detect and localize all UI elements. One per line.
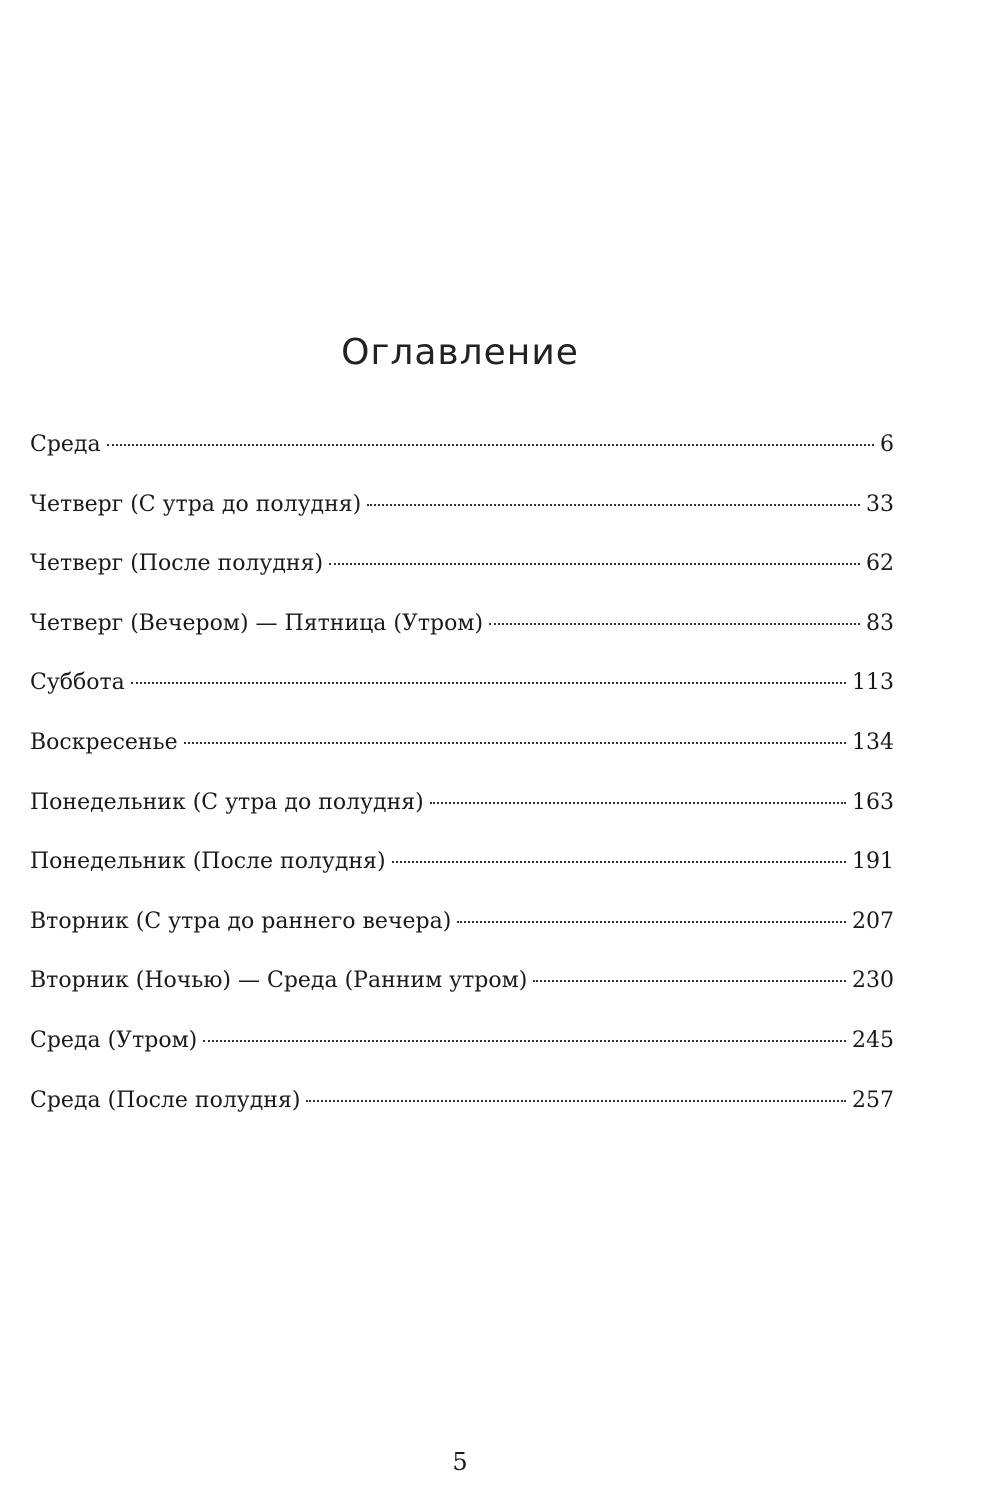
toc-entry <box>30 551 894 611</box>
toc-entry-label: Среда (Утром) <box>30 1027 198 1053</box>
toc-entry <box>30 968 894 1028</box>
toc-entry <box>30 492 894 552</box>
toc-entry-page: 257 <box>852 1087 894 1113</box>
toc-entry-label: Четверг (После полудня) <box>30 551 324 577</box>
toc-entry <box>30 849 894 909</box>
page-number: 5 <box>452 1448 468 1476</box>
dot-leader <box>184 742 846 744</box>
toc-entry-page: 134 <box>852 729 894 755</box>
toc-entry-label: Вторник (С утра до раннего вечера) <box>30 908 452 934</box>
toc-entry-label: Среда <box>30 432 101 457</box>
toc-entry-label: Вторник (Ночью) — Среда (Ранним утром) <box>30 968 528 994</box>
toc-entry-label: Понедельник (С утра до полудня) <box>30 789 424 815</box>
dot-leader <box>367 504 860 506</box>
toc-entry <box>30 432 894 492</box>
toc-entry <box>30 790 894 850</box>
dot-leader <box>107 444 874 446</box>
toc-entry-label: Среда (После полудня) <box>30 1087 301 1113</box>
toc-entry-page: 33 <box>866 491 894 517</box>
dot-leader <box>306 1100 846 1102</box>
dot-leader <box>203 1040 846 1042</box>
toc-entry <box>30 909 894 969</box>
toc-entry <box>30 670 894 730</box>
dot-leader <box>131 682 846 684</box>
toc-entry <box>30 1088 894 1148</box>
toc-entry-label: Суббота <box>30 670 125 696</box>
dot-leader <box>392 861 846 863</box>
page-title: Оглавление <box>341 332 579 373</box>
toc-entry-page: 230 <box>852 968 894 994</box>
dot-leader <box>329 563 860 565</box>
toc-entry-page: 245 <box>852 1027 894 1053</box>
dot-leader <box>430 802 846 804</box>
toc-entry-label: Понедельник (После полудня) <box>30 849 386 875</box>
table-of-contents <box>30 432 894 1147</box>
toc-entry-page: 62 <box>866 551 894 577</box>
toc-entry-page: 191 <box>852 849 894 875</box>
toc-entry-page: 207 <box>852 908 894 934</box>
dot-leader <box>457 921 846 923</box>
toc-entry <box>30 1028 894 1088</box>
dot-leader <box>533 980 846 982</box>
toc-entry-page: 6 <box>880 432 894 457</box>
dot-leader <box>489 623 860 625</box>
toc-entry-page: 163 <box>852 789 894 815</box>
toc-entry-label: Четверг (С утра до полудня) <box>30 491 362 517</box>
toc-entry-page: 83 <box>866 610 894 636</box>
toc-entry <box>30 730 894 790</box>
toc-entry <box>30 611 894 671</box>
toc-entry-page: 113 <box>852 670 894 696</box>
toc-entry-label: Четверг (Вечером) — Пятница (Утром) <box>30 610 484 636</box>
toc-entry-label: Воскресенье <box>30 729 178 755</box>
